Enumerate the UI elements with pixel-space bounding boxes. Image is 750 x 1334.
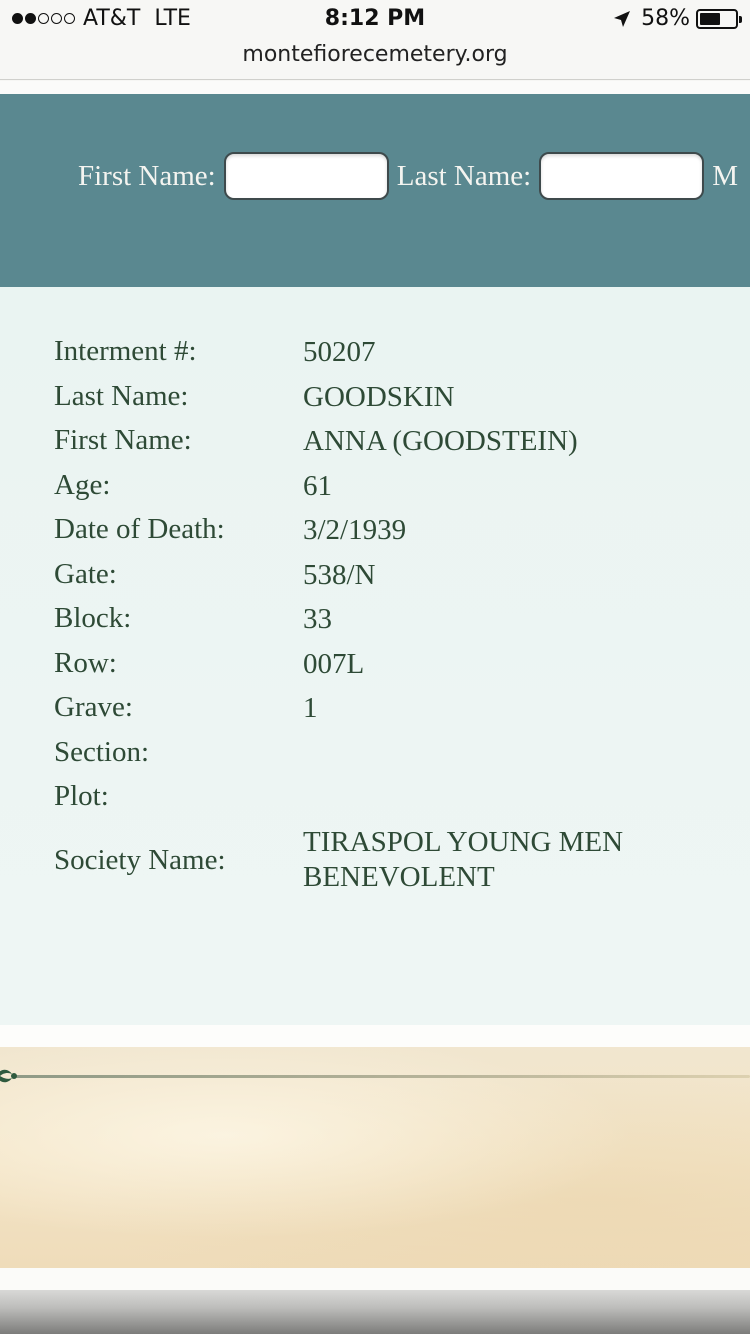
record-row-block [54, 602, 703, 637]
record-row-grave [54, 691, 703, 726]
clock: 8:12 PM [324, 6, 426, 31]
record-label: Plot: [54, 780, 109, 812]
record-label: Interment #: [54, 335, 197, 367]
network-type: LTE [154, 6, 191, 31]
first-name-input[interactable] [224, 152, 389, 200]
record-row-first-name [54, 424, 703, 459]
record-value: 50207 [303, 336, 376, 368]
record-value [303, 780, 703, 813]
footer-shadow [0, 1290, 750, 1334]
record-value: 33 [303, 603, 332, 635]
vine-divider [12, 1075, 750, 1078]
record-value: GOODSKIN [303, 381, 455, 413]
record-value: 61 [303, 470, 332, 502]
record-value: 007L [303, 648, 365, 680]
battery-icon [696, 9, 738, 29]
record-label: Row: [54, 647, 117, 679]
record-value: 538/N [303, 559, 376, 591]
search-form [0, 94, 750, 287]
location-arrow-icon [613, 10, 631, 28]
record-label: Gate: [54, 558, 117, 590]
decorative-parchment-banner [0, 1047, 750, 1268]
record-row-last-name [54, 380, 703, 415]
record-label: Block: [54, 602, 132, 634]
record-label: First Name: [54, 424, 192, 456]
society-name-line: BENEVOLENT [303, 861, 495, 893]
status-bar [0, 0, 750, 40]
carrier-name: AT&T [83, 6, 141, 31]
record-label: Society Name: [54, 843, 226, 876]
record-value: ANNA (GOODSTEIN) [303, 425, 578, 457]
society-name-line: TIRASPOL YOUNG MEN [303, 826, 624, 858]
page-top-gap [0, 81, 750, 94]
last-name-label: Last Name: [396, 159, 532, 192]
record-value [303, 736, 703, 769]
record-label: Age: [54, 469, 111, 501]
record-value-multiline [303, 825, 703, 895]
url-text: montefiorecemetery.org [242, 42, 508, 67]
divider-strip [0, 1025, 750, 1047]
record-row-row [54, 647, 703, 682]
battery-percent: 58% [641, 6, 690, 31]
record-label: Section: [54, 736, 150, 768]
record-label: Date of Death: [54, 513, 225, 545]
record-label: Grave: [54, 691, 133, 723]
search-row [78, 152, 738, 200]
interment-record [0, 287, 750, 1025]
status-right [613, 6, 738, 31]
last-name-input[interactable] [539, 152, 704, 200]
record-row-plot [54, 780, 703, 813]
leaf-icon [0, 1065, 20, 1087]
divider-strip [0, 1268, 750, 1290]
record-value: 1 [303, 692, 318, 724]
record-value: 3/2/1939 [303, 514, 407, 546]
record-row-age [54, 469, 703, 504]
record-row-section [54, 736, 703, 769]
record-row-society-name [54, 825, 703, 895]
truncated-label: M [712, 159, 739, 192]
first-name-label: First Name: [78, 159, 216, 192]
record-row-gate [54, 558, 703, 593]
record-label: Last Name: [54, 380, 189, 412]
address-bar[interactable] [0, 40, 750, 80]
record-row-date-of-death [54, 513, 703, 548]
record-row-interment [54, 335, 703, 370]
